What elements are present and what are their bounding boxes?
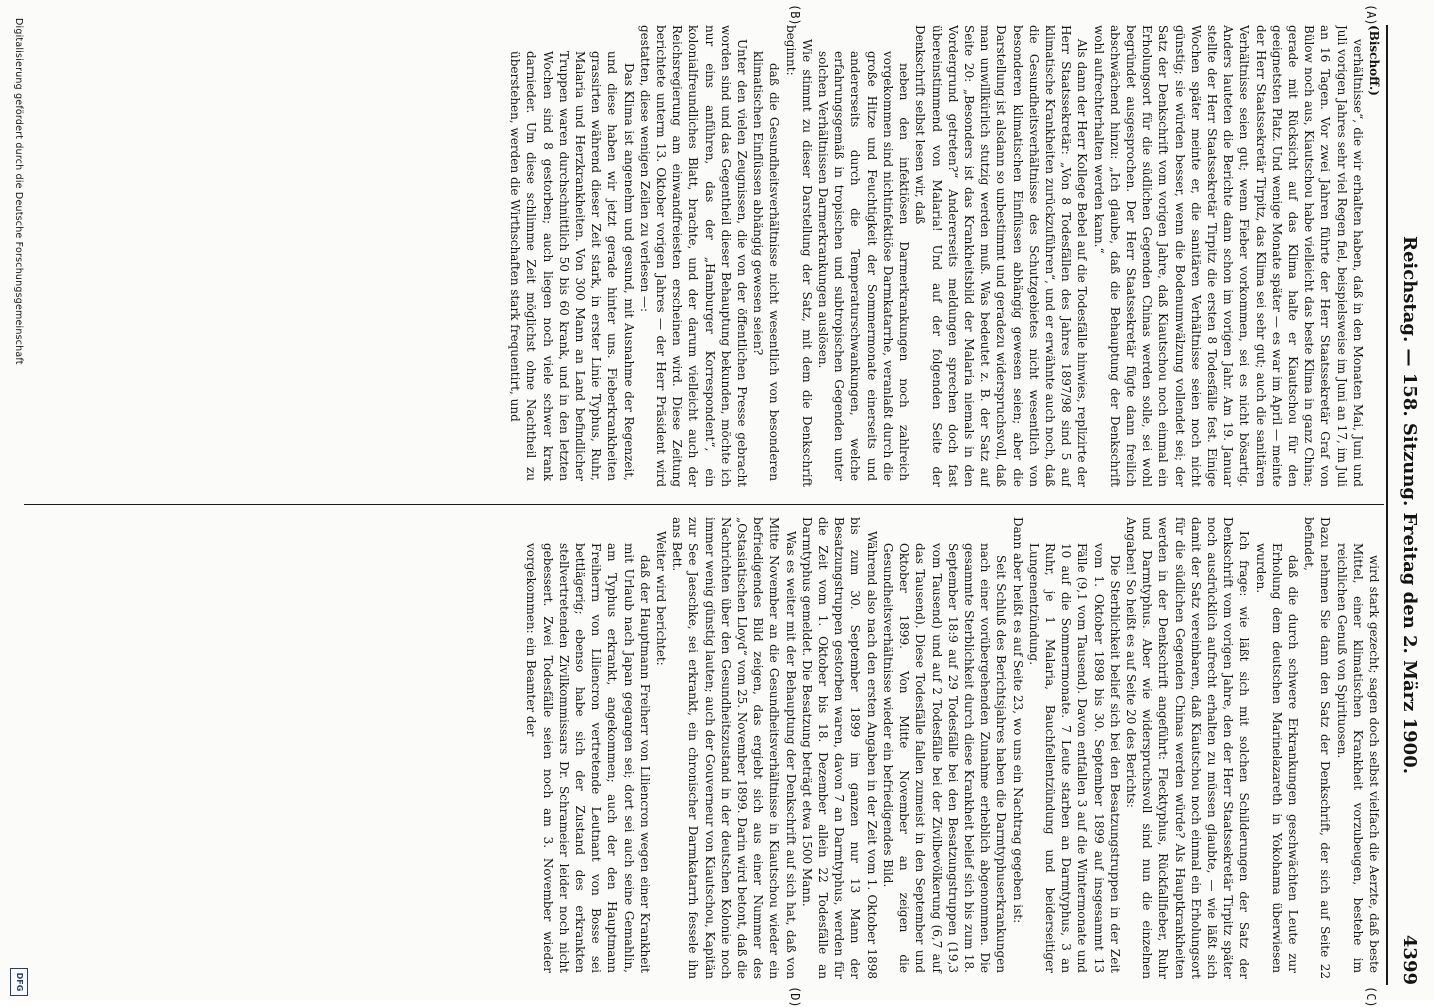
paragraph: wird stark gezecht; sagen doch selbst vielfach die Aerzte, daß beste Mittel, einer klimatischen Krankheit vorzubeugen, bestehe im reichlichen Genuß von Spirituosen. bbox=[1334, 543, 1381, 973]
margin-marker-c: (C) bbox=[1364, 986, 1378, 1008]
paragraph: Weiter wird berichtet: bbox=[654, 531, 669, 666]
paragraph: Seit Schluß des Berichtsjahres haben die Darmtyphuserkrankungen nach einer vorübergehenden Zunahme erheblich abgenommen. Die gesammte Sterblichkeit durch diese Krankheit belief sich bis zum 18. September 18:9 auf 29 Todesfälle bei den Besatzungstruppen (19,3 vom Tausend) und auf 2 Todesfälle bei der Zivilbevölkerung (6,7 auf das Tausend). Diese Todesfälle fallen zumeist in den September und Oktober 1899. Von Mitte November an zeigen die Gesundheitsverhältnisse wieder ein befriedigendes Bild. bbox=[880, 543, 1009, 973]
paragraph: Ich frage: wie läßt sich mit solchen Schilderungen der Satz der Denkschrift vom vorigen Jahre, den der Herr Staatssekretär Tirpitz später noch ausdrücklich aufrecht erhalten zu müssen glaubte, — wie läßt sich damit der Satz vereinbaren, daß Kiautschou noch einmal ein Erholungsort für die südlichen Gegenden Chinas werden würde? Als Hauptkrankheiten werden in der Denkschrift angeführt: Flecktyphus, Rückfallfieber, Ruhr und Darmtyphus. Aber wie widerspruchsvoll sind nun die einzelnen Angaben! So heißt es auf Seite 20 des Berichts: bbox=[1123, 517, 1252, 979]
paragraph: Während also nach den ersten Angaben in der Zeit vom 1. Oktober 1898 bis zum 30. September 1899 im ganzen nur 13 Mann der Besatzungstruppen gestorben waren, davon 7 an Darmtyphus, werden für die Zeit vom 1. Oktober bis 18. Dezember allein 22 Todesfälle an Darmtyphus gemeldet. Die Besatzung beträgt etwa 1500 Mann. bbox=[799, 517, 879, 979]
column-divider bbox=[24, 504, 1384, 505]
funding-note: Digitalisierung gefördert durch die Deutsche Forschungsgemeinschaft bbox=[13, 18, 24, 365]
paragraph: daß der Hauptmann Freiherr von Liliencron wegen einer Krankheit mit Urlaub nach Japan gegangen sei; dort sei auch seine Gemahlin, am Typhus erkrankt, angekommen; auch der den Hauptmann Freiherrn von Liliencron vertretende Leutnant von Bosse sei bettlägerig; ebenso habe sich der Zustand des erkrankten stellvertretenden Zivilkommissars Dr. Schrameier leider noch nicht gebessert. Zwei Todesfälle seien noch am 3. November wieder vorgekommen: ein Beamter der bbox=[524, 543, 652, 973]
paragraph: Was es weiter mit der Behauptung der Denkschrift auf sich hat, daß von Mitte November an die Gesundheitsverhältnisse in Kiautschou wieder ein befriedigendes Bild zeigen, das ergiebt sich aus einer Nummer des „Ostasiatischen Lloyd“ vom 25. November 1899. Darin wird betont, daß die Nachrichten über den Gesundheitszustand in der deutschen Kolonie noch immer wenig günstig lauten; auch der Gouverneur von Kiautschou, Kapitän zur See Jaeschke, sei erkrankt, ein chronischer Darmkatarrh fessele ihn ans Bett. bbox=[670, 517, 798, 979]
margin-marker-b: (B) bbox=[788, 4, 802, 26]
right-text-column bbox=[22, 517, 1382, 979]
paragraph: verhältnisse“, die wir erhalten haben, daß in den Monaten Mai, Juni und Juli vorigen Jahres sehr viel Regen fiel, beispielsweise im Juni an 17, im Juli an 16 Tagen. Vor zwei Jahren führte der Herr Staatssekretär Graf von Bülow noch aus, Kiautschou habe vielleicht das beste Klima in ganz China; gerade mit Rücksicht auf das Klima halte er Kiautschou für den geeignetsten Platz. Und wenige Monate später — es war im April — meinte der Herr Staatssekretär Tirpitz, das Klima sei sehr gut; auch die sanitären Verhältnisse seien gut; wenn Fieber vorkommen, sei es nicht bösartig. Anders lauteten die Berichte dann schon im vorigen Jahr. Am 19. Januar stellte der Herr Staatssekretär Tirpitz die ersten 8 Todesfälle fest. Einige Wochen später meinte er, die sanitären Verhältnisse seien noch nicht günstig; sie würden besser, wenn die Bodenumwälzung vollendet sei; der Satz der Denkschrift vom vorigen Jahre, daß Kiautschou noch einmal ein Erholungsort für die südlichen Gegenden Chinas werden solle, sei wohl begründet ausgesprochen. Der Herr Staatssekretär fügte dann freilich abschwächend hinzu: „Ich glaube, daß die Behauptung der Denkschrift wohl aufrechterhalten werden kann.“ bbox=[1091, 25, 1365, 487]
paragraph: neben den infektiösen Darmerkrankungen noch zahlreich vorgekommen sind nichtinfektiöse Darmkatarrhe, veranlaßt durch die große Hitze und Feuchtigkeit der Sommermonate einerseits und andererseits durch die Temperaturschwankungen, welche erfahrungsgemäß in tropischen und subtropischen Gegenden unter solchen Verhältnissen Darmerkrankungen auslösen. bbox=[816, 51, 912, 481]
paragraph: Die Sterblichkeit belief sich bei den Besatzungstruppen in der Zeit vom 1. Oktober 1898 bis 30. September 1899 auf insgesammt 13 Fälle (9,1 vom Tausend). Davon entfallen 3 auf die Wintermonate und 10 auf die Sommermonate. 7 Leute starben an Darmtyphus, 3 an Ruhr, je 1 Malaria, Bauchfellentzündung und beiderseitiger Lungenentzündung. bbox=[1026, 543, 1122, 973]
margin-marker-a: (A) bbox=[1364, 4, 1378, 26]
left-text-column bbox=[22, 25, 1382, 487]
page-footer bbox=[4, 0, 54, 1000]
paragraph: Dazu nehmen Sie dann den Satz der Denkschrift, der sich auf Seite 22 befindet, bbox=[1302, 517, 1333, 979]
paragraph: Unter den vielen Zeugnissen, die von der öffentlichen Presse gebracht worden sind und das Gegentheil dieser Behauptung bekunden, möchte ich nur eins anführen, das der „Hamburger Korrespondent“, ein kolonialfreundliches Blatt, brachte, und der darum vielleicht auch der Reichsregierung am einwandfreiesten erscheinen wird. Diese Zeitung berichtete unterm 13. Oktober vorigen Jahres — der Herr Präsident wird gestatten, diese wenigen Zeilen zu verlesen —: bbox=[637, 25, 750, 487]
dfg-logo: DFG bbox=[10, 968, 28, 996]
paragraph: daß die Gesundheitsverhältnisse nicht wesentlich von besonderen klimatischen Einflüssen abhängig gewesen seien? bbox=[751, 51, 782, 481]
margin-marker-d: (D) bbox=[788, 986, 802, 1008]
paragraph: daß die durch schwere Erkrankungen geschwächten Leute zur Erholung dem deutschen Marinelazareth in Yokohama überwiesen wurden. bbox=[1253, 543, 1300, 973]
speaker-name: (Bischoff.) bbox=[1367, 25, 1381, 96]
page-header-title: Reichstag. — 158. Sitzung. Freitag den 2. März 1900. bbox=[1399, 235, 1420, 774]
paragraph: Dann aber heißt es auf Seite 23, wo uns ein Nachtrag gegeben ist: bbox=[1010, 517, 1025, 924]
page-header bbox=[1390, 25, 1420, 985]
header-rule bbox=[1386, 25, 1388, 985]
paragraph: Wie stimmt zu dieser Darstellung der Satz, mit dem die Denkschrift beginnt: bbox=[783, 25, 814, 487]
paragraph: Das Klima ist angenehm und gesund, mit Ausnahme der Regenzeit, und diese haben wir jetzt gerade hinter uns. Fieberkrankheiten grassirten während dieser Zeit stark, in erster Linie Typhus, Ruhr, Malaria und Herzkrankheiten. Von 300 Mann an Land befindlicher Truppen waren durchschnittlich 50 bis 60 krank, und in den letzten Wochen sind 8 gestorben; auch liegen noch viele schwer krank darnieder. Um diese schlimme Zeit möglichst ohne Nachtheil zu überstehen, werden die Wirthschaften stark frequentirt, und bbox=[508, 51, 636, 481]
page-number: 4399 bbox=[1399, 934, 1420, 985]
paragraph: Als dann der Herr Kollege Bebel auf die Todesfälle hinwies, replizirte der Herr Staatssekretär: „Von 8 Todesfällen des Jahres 1897/98 sind 5 auf klimatische Krankheiten zurückzuführen“, und er erwähnte auch noch, daß die Gesundheitsverhältnisse des Schutzgebietes nicht wesentlich von besonderen klimatischen Einflüssen abhängig gewesen seien; aber die Darstellung ist alsdann so unbestimmt und geradezu widerspruchsvoll, daß man unwillkürlich stutzig werden muß. Was bedeutet z. B. der Satz auf Seite 20: „Besonders ist das Krankheitsbild der Malaria niemals in den Vordergrund getreten?“ Andererseits meldungen sprechen doch fast übereinstimmend von Malaria! Und auf der folgenden Seite der Denkschrift selbst lesen wir, daß bbox=[913, 25, 1090, 487]
